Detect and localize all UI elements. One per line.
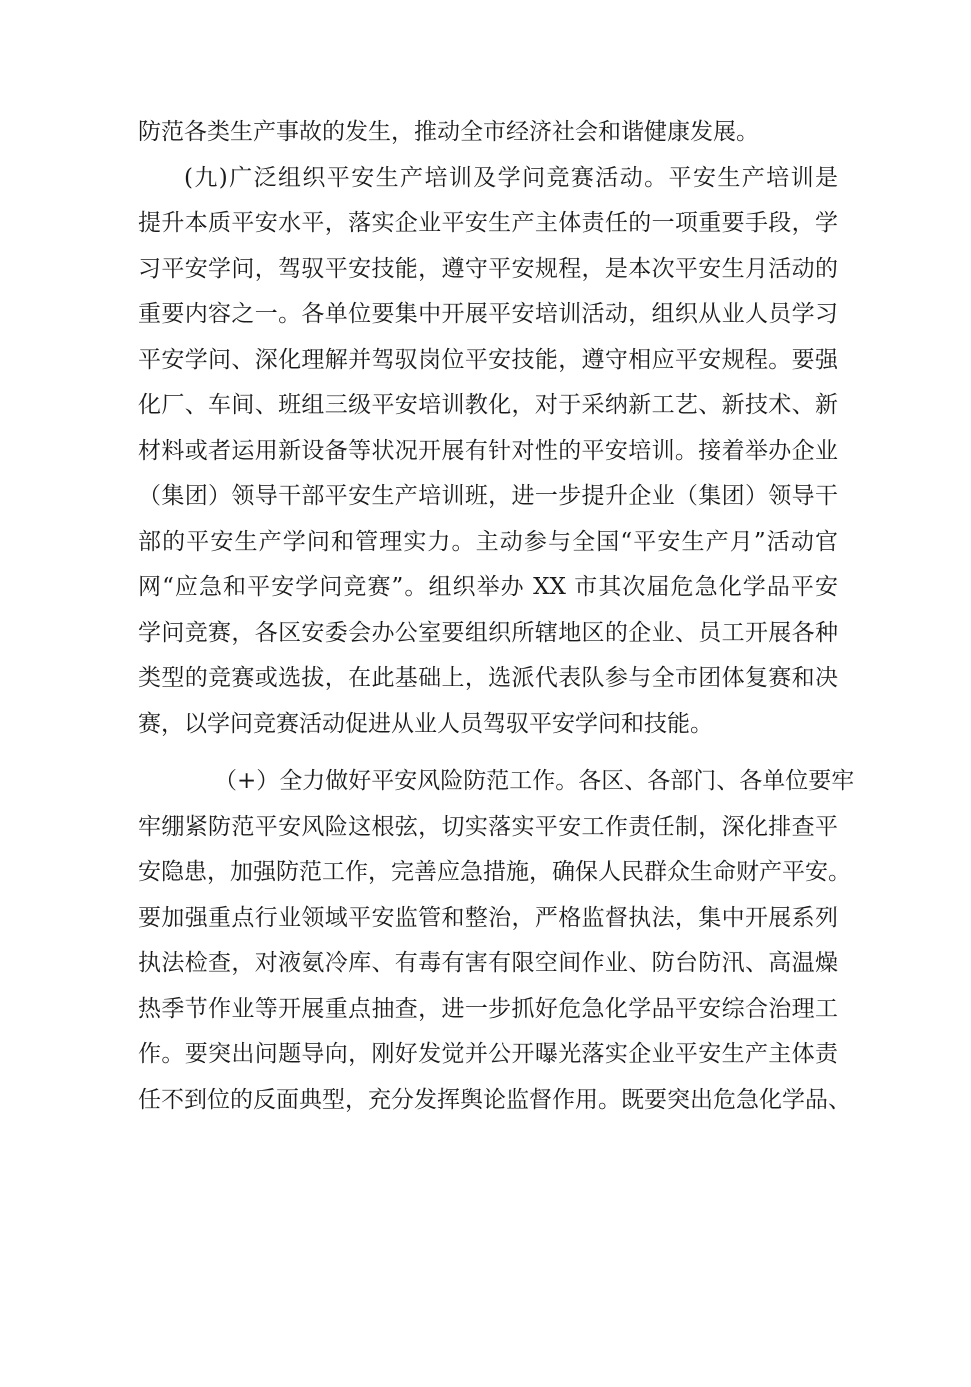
text-line: 习平安学问，驾驭平安技能，遵守平安规程，是本次平安生月活动的 [138, 255, 838, 282]
text-line: 平安学问、深化理解并驾驭岗位平安技能，遵守相应平安规程。要强 [138, 346, 838, 373]
text-line: 牢绷紧防范平安风险这根弦，切实落实平安工作责任制，深化排查平 [138, 813, 838, 840]
text-line: 材料或者运用新设备等状况开展有针对性的平安培训。接着举办企业 [138, 437, 838, 464]
text-line: 类型的竞赛或选拔，在此基础上，选派代表队参与全市团体复赛和决 [138, 665, 838, 691]
paragraph-intro-tail [138, 110, 838, 156]
document-body [138, 110, 855, 1123]
text-line: 网“应急和平安学问竞赛”。组织举办 XX 市其次届危急化学品平安 [138, 574, 838, 600]
text-line: 任不到位的反面典型，充分发挥舆论监督作用。既要突出危急化学品、 [138, 1086, 851, 1113]
text-line: 作。要突出问题导向，刚好发觉并公开曝光落实企业平安生产主体责 [138, 1041, 838, 1067]
text-line: 防范各类生产事故的发生，推动全市经济社会和谐健康发展。 [138, 119, 759, 145]
text-line: 部的平安生产学问和管理实力。主动参与全国“平安生产月”活动官 [138, 528, 838, 555]
text-line: 化厂、车间、班组三级平安培训教化，对于采纳新工艺、新技术、新 [138, 392, 838, 418]
text-line: 学问竞赛，各区安委会办公室要组织所辖地区的企业、员工开展各种 [138, 619, 838, 646]
text-line: 提升本质平安水平，落实企业平安生产主体责任的一项重要手段，学 [138, 210, 838, 236]
paragraph-gap [138, 747, 838, 759]
text-line: 赛，以学问竞赛活动促进从业人员驾驭平安学问和技能。 [138, 710, 713, 737]
text-line: （集团）领导干部平安生产培训班，进一步提升企业（集团）领导干 [138, 483, 838, 509]
text-line: 要加强重点行业领域平安监管和整治，严格监督执法，集中开展系列 [138, 904, 838, 931]
paragraph-section-nine [138, 156, 838, 748]
text-line: 安隐患，加强防范工作，完善应急措施，确保人民群众生命财产平安。 [138, 859, 851, 885]
text-line: 重要内容之一。各单位要集中开展平安培训活动，组织从业人员学习 [138, 301, 838, 327]
section-ten-heading-line: （+）全力做好平安风险防范工作。各区、各部门、各单位要牢 [214, 768, 855, 794]
paragraph-section-ten [138, 759, 855, 1123]
text-line: 执法检查，对液氨冷库、有毒有害有限空间作业、防台防汛、高温燥 [138, 950, 838, 976]
text-line: 热季节作业等开展重点抽查，进一步抓好危急化学品平安综合治理工 [138, 995, 838, 1022]
section-nine-heading-line: (九)广泛组织平安生产培训及学问竞赛活动。平安生产培训是 [184, 164, 838, 191]
